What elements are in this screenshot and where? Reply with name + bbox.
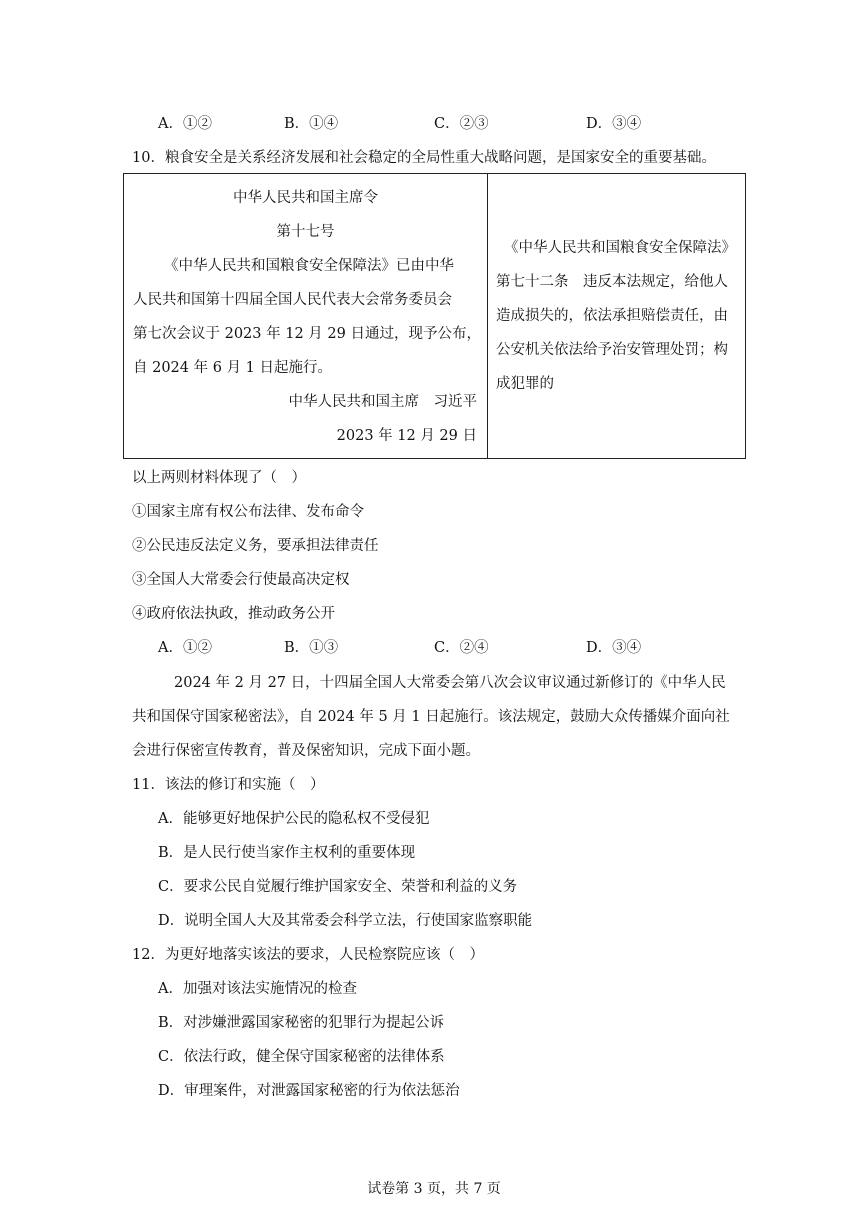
decree-date: 2023 年 12 月 29 日 xyxy=(336,428,477,444)
decree-body-line: 《中华人民共和国粮食安全保障法》已由中华 xyxy=(164,258,454,274)
q10-option-a[interactable]: A．①② xyxy=(158,640,212,656)
law-article-line: 造成损失的，依法承担赔偿责任，由 xyxy=(496,308,728,324)
q9-options xyxy=(0,114,868,134)
q10-item: ④政府依法执政，推动政务公开 xyxy=(132,606,335,622)
law-article-line: 公安机关依法给予治安管理处罚；构 xyxy=(496,342,728,358)
law-article-line: 成犯罪的 xyxy=(496,376,554,392)
q10-options xyxy=(0,638,868,658)
decree-signer: 中华人民共和国主席 习近平 xyxy=(288,394,477,410)
q10-option-b[interactable]: B．①③ xyxy=(284,640,339,656)
q10-option-d[interactable]: D．③④ xyxy=(586,640,642,656)
q11-option-d[interactable]: D．说明全国人大及其常委会科学立法，行使国家监察职能 xyxy=(158,913,533,929)
q10-item: ①国家主席有权公布法律、发布命令 xyxy=(132,504,364,520)
page-footer: 试卷第 3 页，共 7 页 xyxy=(367,1181,501,1197)
q9-option-b[interactable]: B．①④ xyxy=(284,116,339,132)
passage-line: 2024 年 2 月 27 日，十四届全国人大常委会第八次会议审议通过新修订的《中华人民 xyxy=(174,675,726,691)
q10-stem: 10．粮食安全是关系经济发展和社会稳定的全局性重大战略问题，是国家安全的重要基础。 xyxy=(132,150,716,166)
q12-option-a[interactable]: A．加强对该法实施情况的检查 xyxy=(158,981,357,997)
q10-material-left xyxy=(124,174,488,459)
q10-item: ③全国人大常委会行使最高决定权 xyxy=(132,572,350,588)
decree-body-line: 人民共和国第十四届全国人民代表大会常务委员会 xyxy=(133,292,452,308)
q11-stem: 11．该法的修订和实施（ ） xyxy=(132,777,325,793)
q12-option-d[interactable]: D．审理案件，对泄露国家秘密的行为依法惩治 xyxy=(158,1083,460,1099)
q9-option-d[interactable]: D．③④ xyxy=(586,116,642,132)
decree-title: 中华人民共和国主席令 xyxy=(233,190,378,206)
decree-body-line: 第七次会议于 2023 年 12 月 29 日通过，现予公布， xyxy=(133,326,481,342)
decree-number: 第十七号 xyxy=(276,224,335,240)
law-title: 《中华人民共和国粮食安全保障法》 xyxy=(504,240,736,256)
q10-item: ②公民违反法定义务，要承担法律责任 xyxy=(132,538,379,554)
q9-option-c[interactable]: C．②③ xyxy=(434,116,489,132)
q11-option-b[interactable]: B．是人民行使当家作主权利的重要体现 xyxy=(158,845,416,861)
q10-material-table xyxy=(123,173,746,459)
q9-option-a[interactable]: A．①② xyxy=(158,116,212,132)
q12-option-b[interactable]: B．对涉嫌泄露国家秘密的犯罪行为提起公诉 xyxy=(158,1015,445,1031)
q11-option-c[interactable]: C．要求公民自觉履行维护国家安全、荣誉和利益的义务 xyxy=(158,879,518,895)
decree-body-line: 自 2024 年 6 月 1 日起施行。 xyxy=(133,360,333,376)
passage-line: 共和国保守国家秘密法》，自 2024 年 5 月 1 日起施行。该法规定，鼓励大众传播媒介面向社 xyxy=(132,709,730,725)
q10-material-right xyxy=(488,174,746,459)
law-article-line: 第七十二条 违反本法规定，给他人 xyxy=(496,274,728,290)
q10-question: 以上两则材料体现了（ ） xyxy=(132,470,306,486)
q12-option-c[interactable]: C．依法行政，健全保守国家秘密的法律体系 xyxy=(158,1049,445,1065)
q10-option-c[interactable]: C．②④ xyxy=(434,640,489,656)
q11-option-a[interactable]: A．能够更好地保护公民的隐私权不受侵犯 xyxy=(158,811,430,827)
passage-line: 会进行保密宣传教育，普及保密知识，完成下面小题。 xyxy=(132,743,480,759)
q12-stem: 12．为更好地落实该法的要求，人民检察院应该（ ） xyxy=(132,947,484,963)
